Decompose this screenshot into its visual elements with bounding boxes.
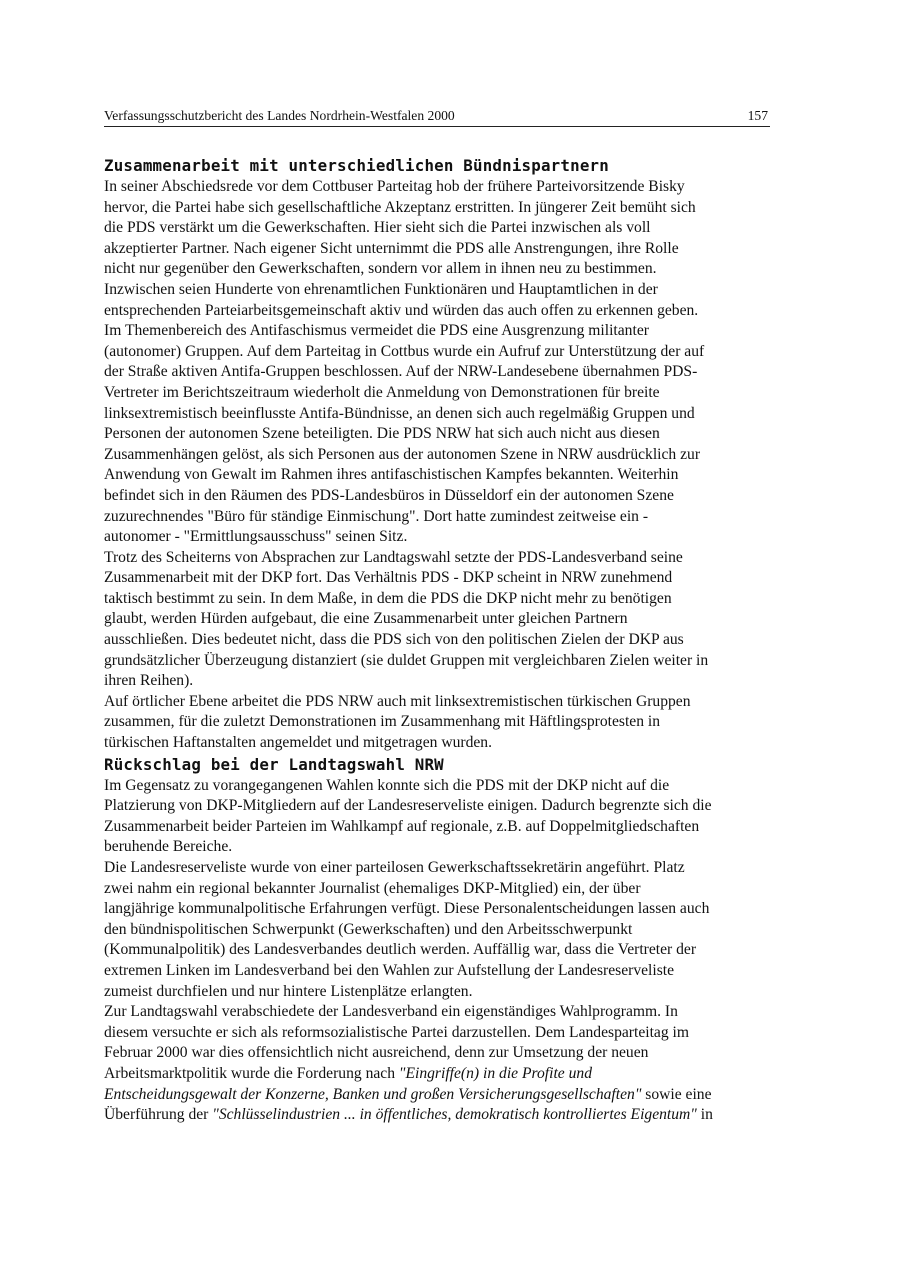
text-span: Arbeitsmarktpolitik wurde die Forderung nach	[104, 1064, 399, 1082]
text-line	[104, 1105, 804, 1126]
text-line: akzeptierter Partner. Nach eigener Sicht unternimmt die PDS alle Anstrengungen, ihre Rolle	[104, 239, 679, 257]
section-body-cooperation	[104, 177, 804, 754]
text-line: linksextremistisch beeinflusste Antifa-Bündnisse, an denen sich auch regelmäßig Gruppen und	[104, 404, 695, 422]
paragraph	[104, 1002, 804, 1126]
text-line: ausschließen. Dies bedeutet nicht, dass die PDS sich von den politischen Zielen der DKP aus	[104, 631, 684, 649]
text-line: die PDS verstärkt um die Gewerkschaften. Hier sieht sich die Partei inzwischen als voll	[104, 219, 651, 237]
quotation: Entscheidungsgewalt der Konzerne, Banken und großen Versicherungsgesellschaften"	[104, 1085, 642, 1103]
text-line: Personen der autonomen Szene beteiligten. Die PDS NRW hat sich auch nicht aus diesen	[104, 425, 660, 443]
text-line: taktisch bestimmt zu sein. In dem Maße, in dem die PDS die DKP nicht mehr zu benötigen	[104, 589, 672, 607]
page-content	[104, 155, 804, 1126]
text-line: Februar 2000 war dies offensichtlich nicht ausreichend, denn zur Umsetzung der neuen	[104, 1044, 649, 1062]
paragraph	[104, 548, 804, 692]
page-header	[104, 108, 770, 127]
text-line: glaubt, werden Hürden aufgebaut, die eine Zusammenarbeit unter gleichen Partnern	[104, 610, 628, 628]
text-line	[104, 1085, 804, 1106]
text-line: (Kommunalpolitik) des Landesverbandes deutlich werden. Auffällig war, dass die Vertreter der	[104, 941, 697, 959]
paragraph	[104, 776, 804, 858]
text-line: Vertreter im Berichtszeitraum wiederholt die Anmeldung von Demonstrationen für breite	[104, 383, 660, 401]
text-line: Auf örtlicher Ebene arbeitet die PDS NRW auch mit linksextremistischen türkischen Gruppen	[104, 692, 691, 710]
quotation: "Eingriffe(n) in die Profite und	[398, 1064, 592, 1082]
text-line: Zur Landtagswahl verabschiedete der Landesverband ein eigenständiges Wahlprogramm. In	[104, 1003, 678, 1021]
text-line: extremen Linken im Landesverband bei den Wahlen zur Aufstellung der Landesreserveliste	[104, 961, 675, 979]
text-line: entsprechenden Parteiarbeitsgemeinschaft aktiv und würden das auch offen zu erkennen geben.	[104, 301, 699, 319]
page-number: 157	[747, 108, 768, 123]
text-line: der Straße aktiven Antifa-Gruppen beschlossen. Auf der NRW-Landesebene übernahmen PDS-	[104, 363, 698, 381]
text-line: autonomer - "Ermittlungsausschuss" seinen Sitz.	[104, 528, 408, 546]
text-line: beruhende Bereiche.	[104, 838, 233, 856]
text-line: den bündnispolitischen Schwerpunkt (Gewerkschaften) und den Arbeitsschwerpunkt	[104, 920, 633, 938]
text-line: grundsätzlicher Überzeugung distanziert (sie duldet Gruppen mit vergleichbaren Zielen weiter in	[104, 651, 709, 669]
text-line: nicht nur gegenüber den Gewerkschaften, sondern vor allem in ihnen neu zu bestimmen.	[104, 260, 657, 278]
paragraph	[104, 692, 804, 754]
section-body-setback	[104, 776, 804, 1126]
text-line: Die Landesreserveliste wurde von einer parteilosen Gewerkschaftssekretärin angeführt. Platz	[104, 859, 685, 876]
text-line: Platzierung von DKP-Mitgliedern auf der Landesreserveliste einigen. Dadurch begrenzte sich die	[104, 797, 712, 815]
section-heading-setback: Rückschlag bei der Landtagswahl NRW	[104, 754, 444, 774]
text-line: Trotz des Scheiterns von Absprachen zur Landtagswahl setzte der PDS-Landesverband seine	[104, 548, 683, 566]
text-line: Zusammenarbeit mit der DKP fort. Das Verhältnis PDS - DKP scheint in NRW zunehmend	[104, 569, 673, 587]
text-line: Im Themenbereich des Antifaschismus vermeidet die PDS eine Ausgrenzung militanter	[104, 322, 649, 340]
text-line: zusammen, für die zuletzt Demonstrationen im Zusammenhang mit Häftlingsprotesten in	[104, 713, 661, 731]
text-line: In seiner Abschiedsrede vor dem Cottbuser Parteitag hob der frühere Parteivorsitzende Bisky	[104, 178, 685, 195]
text-span: in	[696, 1106, 713, 1124]
text-line: Zusammenhängen gelöst, als sich Personen aus der autonomen Szene in NRW ausdrücklich zur	[104, 445, 701, 463]
text-span: sowie eine	[641, 1085, 712, 1103]
text-line: ihren Reihen).	[104, 672, 194, 690]
text-line: diesem versuchte er sich als reformsozialistische Partei darzustellen. Dem Landesparteitag im	[104, 1023, 689, 1041]
text-line: türkischen Haftanstalten angemeldet und mitgetragen wurden.	[104, 734, 492, 752]
paragraph	[104, 177, 804, 548]
text-line: Inzwischen seien Hunderte von ehrenamtlichen Funktionären und Hauptamtlichen in der	[104, 280, 658, 298]
quotation: "Schlüsselindustrien ... in öffentliches, demokratisch kontrolliertes Eigentum"	[212, 1106, 697, 1124]
text-line: befindet sich in den Räumen des PDS-Landesbüros in Düsseldorf ein der autonomen Szene	[104, 486, 674, 504]
text-line: zumeist durchfielen und nur hintere Listenplätze erlangten.	[104, 982, 473, 1000]
paragraph	[104, 858, 804, 1002]
text-line: zwei nahm ein regional bekannter Journalist (ehemaliges DKP-Mitglied) ein, der über	[104, 879, 641, 897]
text-line: Zusammenarbeit beider Parteien im Wahlkampf auf regionale, z.B. auf Doppelmitgliedschaften	[104, 817, 700, 835]
text-line: Im Gegensatz zu vorangegangenen Wahlen konnte sich die PDS mit der DKP nicht auf die	[104, 776, 670, 794]
section-heading-cooperation: Zusammenarbeit mit unterschiedlichen Bündnispartnern	[104, 156, 609, 175]
running-title: Verfassungsschutzbericht des Landes Nordrhein-Westfalen 2000	[104, 108, 455, 123]
text-line: (autonomer) Gruppen. Auf dem Parteitag in Cottbus wurde ein Aufruf zur Unterstützung der auf	[104, 342, 705, 360]
text-line	[104, 1064, 804, 1085]
text-line: langjährige kommunalpolitische Erfahrungen verfügt. Diese Personalentscheidungen lassen auch	[104, 900, 710, 918]
text-line: Anwendung von Gewalt im Rahmen ihres antifaschistischen Kampfes bekannten. Weiterhin	[104, 466, 679, 484]
text-line: hervor, die Partei habe sich gesellschaftliche Akzeptanz erstritten. In jüngerer Zeit bemüht sich	[104, 198, 696, 216]
text-span: Überführung der	[104, 1106, 213, 1124]
text-line: zuzurechnendes "Büro für ständige Einmischung". Dort hatte zumindest zeitweise ein -	[104, 507, 649, 525]
